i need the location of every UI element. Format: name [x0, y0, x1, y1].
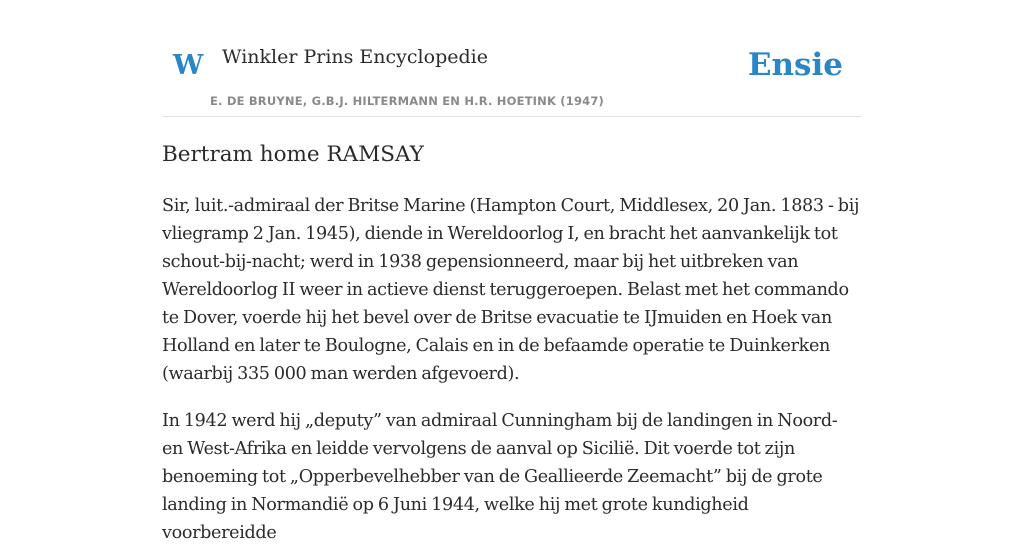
source-authors: E. DE BRUYNE, G.B.J. HILTERMANN EN H.R. HOETINK (1947): [210, 94, 605, 108]
source-logo: W: [173, 50, 204, 81]
article-paragraph: Sir, luit.-admiraal der Britse Marine (Hampton Court, Middlesex, 20 Jan. 1883 - bij vliegramp 2 Jan. 1945), diende in Wereldoorlog I, en bracht het aanvankelijk tot schout-bij-nacht; werd in 1938 gepensionneerd, maar bij het uitbreken van Wereldoorlog II weer in actieve dienst teruggeroepen. Belast met het commando te Dover, voerde hij het bevel over de Britse evacuatie te IJmuiden en Hoek van Holland en later te Boulogne, Calais en in de befaamde operatie te Duinkerken (waarbij 335 000 man werden afgevoerd).: [162, 196, 860, 384]
article-paragraph: In 1942 werd hij „deputy” van admiraal Cunningham bij de landingen in Noord- en West-Afrika en leidde vervolgens de aanval op Sicilië. Dit voerde tot zijn benoeming tot „Opperbevelhebber van de Geallieerde Zeemacht” bij de grote landing in Normandië op 6 Juni 1944, welke hij met grote kundigheid voorbereidde: [162, 411, 838, 543]
brand-logo[interactable]: Ensie: [747, 47, 843, 83]
source-title[interactable]: Winkler Prins Encyclopedie: [222, 46, 488, 68]
source-header: [162, 0, 862, 117]
article: [162, 130, 862, 547]
article-title: Bertram home RAMSAY: [162, 142, 424, 167]
